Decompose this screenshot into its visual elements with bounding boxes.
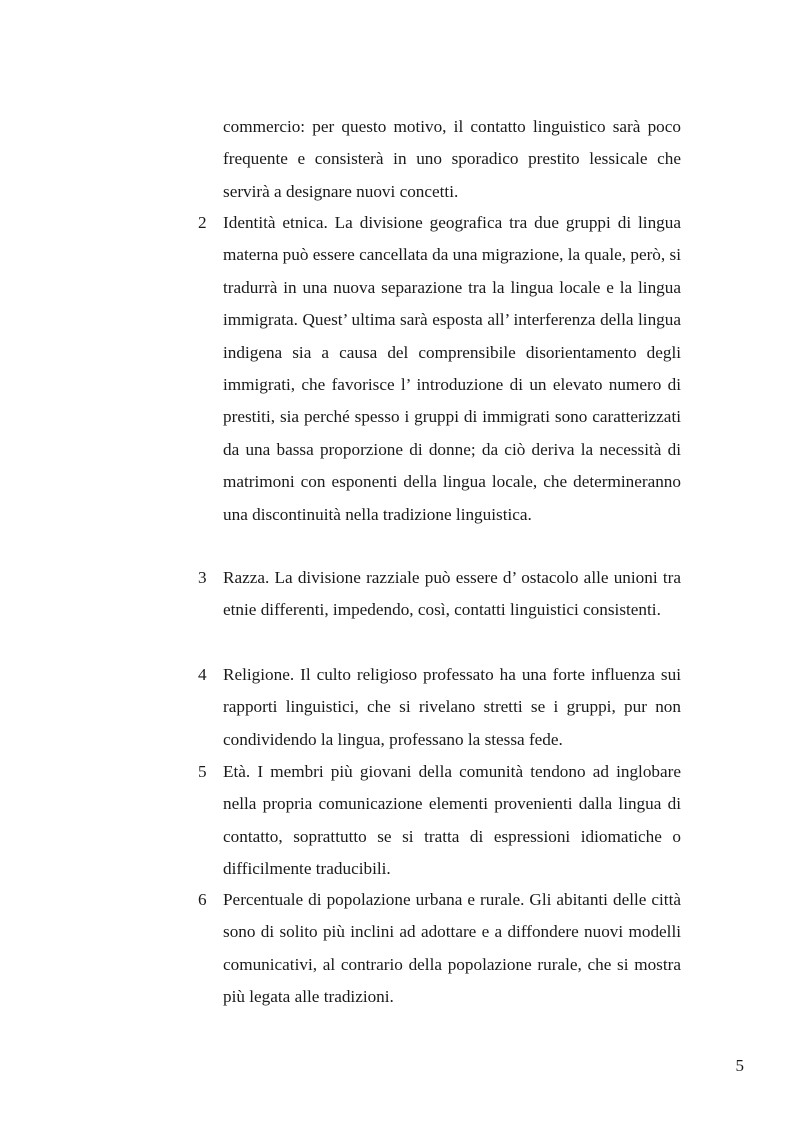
list-item-number: 5: [198, 762, 207, 781]
list-item-text: Razza. La divisione razziale può essere d’ ostacolo alle unioni tra etnie differenti, impedendo, così, contatti linguistici consistenti.: [223, 568, 681, 620]
continuation-paragraph: commercio: per questo motivo, il contatto linguistico sarà poco frequente e consisterà in uno sporadico prestito lessicale che servirà a designare nuovi concetti.: [223, 117, 681, 201]
page-number: 5: [735, 1056, 744, 1075]
list-item-number: 6: [198, 890, 207, 909]
list-item-text: Religione. Il culto religioso professato ha una forte influenza sui rapporti linguistici, che si rivelano stretti se i gruppi, pur non condividendo la lingua, professano la stessa fede.: [223, 665, 681, 749]
list-item-number: 3: [198, 568, 207, 587]
list-item-text: Percentuale di popolazione urbana e rurale. Gli abitanti delle città sono di solito più inclini ad adottare e a diffondere nuovi modelli comunicativi, al contrario della popolazione rurale, che si mostra più legata alle tradizioni.: [223, 890, 681, 1007]
list-item-text: Identità etnica. La divisione geografica tra due gruppi di lingua materna può essere cancellata da una migrazione, la quale, però, si tradurrà in una nuova separazione tra la lingua locale e la lingua immigrata. Quest’ ultima sarà esposta all’ interferenza della lingua indigena sia a causa del comprensibile disorientamento degli immigrati, che favorisce l’ introduzione di un elevato numero di prestiti, sia perché spesso i gruppi di immigrati sono caratterizzati da una bassa proporzione di donne; da ciò deriva la necessità di matrimoni con esponenti della lingua locale, che determineranno una discontinuità nella tradizione linguistica.: [223, 213, 681, 524]
list-item-number: 4: [198, 665, 207, 684]
list-item-text: Età. I membri più giovani della comunità tendono ad inglobare nella propria comunicazione elementi provenienti dalla lingua di contatto, soprattutto se si tratta di espressioni idiomatiche o difficilmente traducibili.: [223, 762, 681, 879]
list-item-number: 2: [198, 213, 207, 232]
